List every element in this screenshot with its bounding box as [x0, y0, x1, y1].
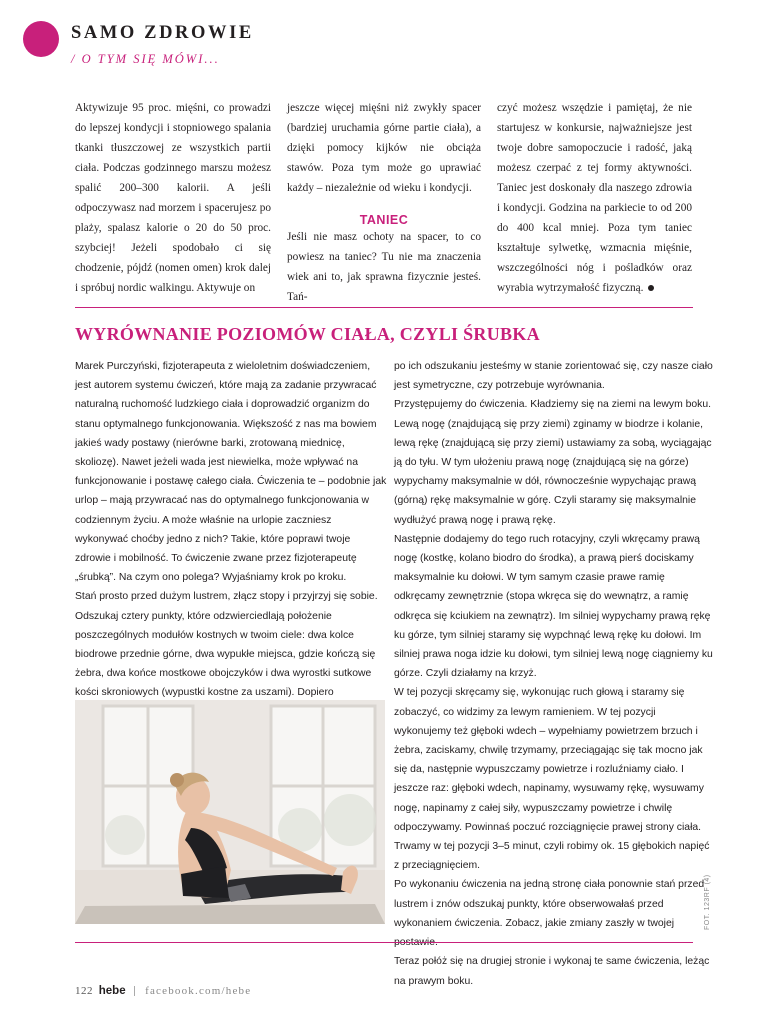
intro-paragraph: Jeśli nie masz ochoty na spacer, to co powiesz na taniec? Tu nie ma znaczenia wiek ani to, jak sprawna fizycznie jesteś. Tań- [287, 231, 481, 303]
page-footer [75, 985, 251, 997]
yoga-illustration [75, 700, 385, 924]
subhead-taniec: TANIEC [359, 213, 409, 227]
article-paragraph: Teraz połóż się na drugiej stronie i wykonaj te same ćwiczenia, leżąc na prawym boku. [394, 956, 710, 987]
photo-credit: FOT. 123RF (4) [704, 874, 711, 930]
intro-paragraph: Aktywizuje 95 proc. mięśni, co prowadzi do lepszej kondycji i stopniowego spalania tkanki tłuszczowej ze wszystkich partii ciała. Podczas godzinnego marszu możesz spalić 200–300 kalorii. A jeśli odpoczywasz nad morzem i spacerujesz po plaży, spalasz kalorie o 20 do 50 proc. szybciej! Jeżeli spodobało ci się chodzenie, pójdź (nomen omen) krok dalej i spróbuj nordic walkingu. Aktywuje on [75, 102, 271, 294]
article-paragraph: po ich odszukaniu jesteśmy w stanie zorientować się, czy nasze ciało jest symetryczne, czy potrzebuje wyrównania. [394, 361, 713, 392]
article-paragraph: Przystępujemy do ćwiczenia. Kładziemy się na ziemi na lewym boku. Lewą nogę (znajdującą się przy ziemi) zginamy w biodrze i kolanie, lewą rękę (znajdującą się przy ziemi) ustawiamy za sobą, wyciągając ją do tyłu. W tym ułożeniu prawą nogę (znajdującą się na górze) wypychamy maksymalnie w dół, równocześnie wypychając prawą (górną) rękę maksymalnie w górę. Czyli staramy się maksymalnie wydłużyć prawą nogę i prawą rękę. [394, 399, 712, 526]
footer-separator [134, 986, 135, 996]
article-title: WYRÓWNANIE POZIOMÓW CIAŁA, CZYLI ŚRUBKA [75, 324, 540, 344]
article-column-right [394, 357, 714, 991]
brand-logo: hebe [98, 985, 126, 997]
divider-rule [75, 307, 693, 308]
intro-paragraph-text: czyć możesz wszędzie i pamiętaj, że nie startujesz w konkursie, najważniejsze jest twoje dobre samopoczucie i radość, jaką możesz czerpać z tej formy aktywności. Taniec jest doskonały dla naszego zdrowia i kondycji. Godzina na parkiecie to od 200 do 400 kcal mniej. Poza tym taniec kształtuje sylwetkę, wzmacnia mięśnie, wszczególności nóg i pośladków oraz wyrabia wytrzymałość fizyczną. [497, 102, 692, 294]
article-paragraph: Następnie dodajemy do tego ruch rotacyjny, czyli wkręcamy prawą nogę (kostkę, kolano biodro do środka), a prawą pierś dociskamy maksymalnie ku dołowi. W tym samym czasie prawe ramię odkręcamy zewnętrznie (stopa wkręca się do wewnątrz, a ramię odkręca się kciukiem na zewnątrz). Im silniej wypychamy prawą rękę ku górze, tym silniej staramy się wypchnąć lewą rękę ku dołowi. Im silniej prawa noga idzie ku dołowi, tym silniej lewą nogę ciągniemy ku górze. Czyli działamy na krzyż. [394, 533, 713, 680]
article-paragraph: W tej pozycji skręcamy się, wykonując ruch głową i staramy się zobaczyć, co widzimy za lewym ramieniem. W tej pozycji wykonujemy też głęboki wdech – wypełniamy powietrzem brzuch i żebra, zaciskamy, chwilę trzymamy, przeciągając się tak mocno jak się da, następnie wypuszczamy powietrze i rozluźniamy ciało. I jeszcze raz: głęboki wdech, napinamy, wysuwamy rękę, wysuwamy nogę, napinamy z całej siły, wypuszczamy powietrze i chwilę odpoczywamy. Powinnaś poczuć rozciągnięcie prawej strony ciała. Trwamy w tej pozycji 3–5 minut, czyli robimy ok. 15 głębokich napięć z przeciągnięciem. [394, 687, 710, 872]
end-bullet-icon [648, 285, 654, 291]
footer-url[interactable]: facebook.com/hebe [145, 985, 252, 997]
article-paragraph: Stań prosto przed dużym lustrem, złącz stopy i przyjrzyj się sobie. Odszukaj cztery punkty, które odzwierciedlają położenie poszczególnych modułów kostnych w twoim ciele: dwa kolce biodrowe przednie górne, dwa wypukłe miejsca, gdzie kończą się żebra, dwa końce mostkowe obojczyków i dwa wyrostki sutkowe kości skroniowych (wypustki kostne za uszami). Dopiero [75, 591, 378, 699]
page-number: 122 [75, 985, 93, 997]
section-dot-icon [23, 21, 59, 57]
intro-column-3 [497, 98, 692, 298]
section-subtitle: / O TYM SIĘ MÓWI... [71, 52, 220, 66]
yoga-photo [75, 700, 385, 924]
article-paragraph: Po wykonaniu ćwiczenia na jedną stronę ciała ponownie stań przed lustrem i znów odszukaj punkty, które obserwowałaś przed wykonaniem ćwiczenia. Zobacz, jakie zmiany zaszły w twojej [394, 879, 705, 929]
intro-column-1 [75, 98, 271, 298]
intro-paragraph: jeszcze więcej mięśni niż zwykły spacer (bardziej uruchamia górne partie ciała), a dzięki pomocy kijków nie obciąża stawów. Poza tym może go uprawiać każdy – niezależnie od wieku i kondycji. [287, 102, 481, 194]
intro-paragraph [497, 98, 692, 298]
article-column-left [75, 357, 387, 703]
intro-column-2 [287, 98, 481, 307]
divider-rule [75, 942, 693, 943]
article-paragraph: Marek Purczyński, fizjoterapeuta z wieloletnim doświadczeniem, jest autorem systemu ćwiczeń, które mają za zadanie przywracać naturalną ruchomość ludzkiego ciała i doprowadzić organizm do stanu optymalnego funkcjonowania. Większość z nas ma bowiem jakieś wady postawy (nierówne barki, zrotowaną miednicę, skoliozę). Nawet jeżeli wada jest niewielka, może wpływać na funkcjonowanie i postawę całego ciała. Ćwiczenia te – podobnie jak urlop – mają przywracać nas do optymalnego funkcjonowania w codziennym życiu. A może właśnie na urlopie zaczniesz wykonywać choćby jedno z nich? Takie, które poprawi twoje zdrowie i mobilność. To ćwiczenie zwane przez fizjoterapeutę „śrubką”. Na czym ono polega? Wyjaśniamy krok po kroku. [75, 361, 387, 584]
section-title: SAMO ZDROWIE [71, 23, 254, 43]
